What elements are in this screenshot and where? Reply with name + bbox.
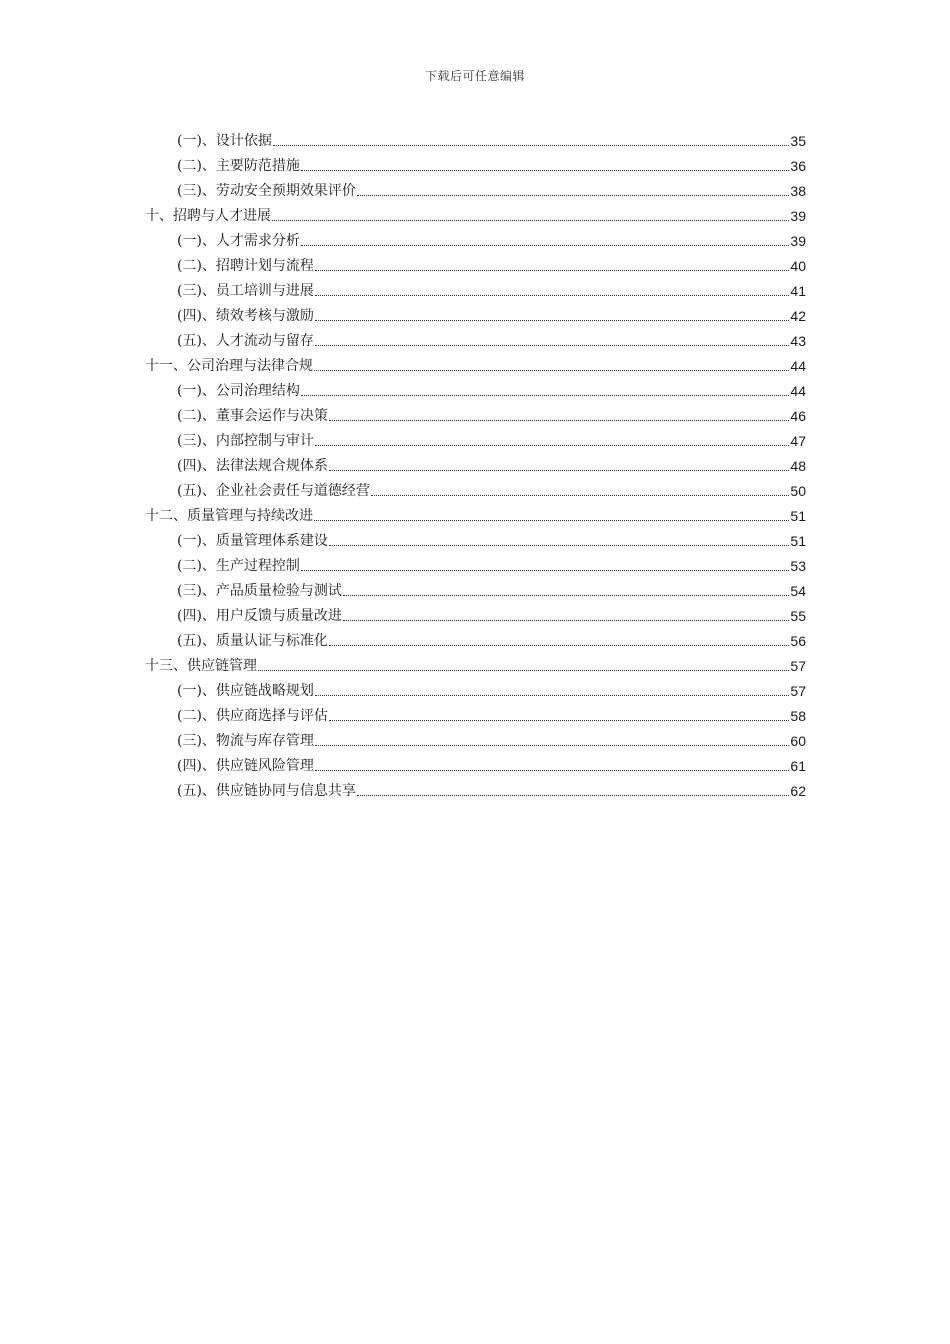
toc-section-entry[interactable] xyxy=(145,276,806,301)
toc-entry-label: 十三、供应链管理 xyxy=(145,658,257,674)
toc-section-entry[interactable] xyxy=(145,701,806,726)
toc-section-entry[interactable] xyxy=(145,726,806,751)
toc-dot-leader xyxy=(315,270,789,271)
toc-entry-page-number: 35 xyxy=(790,133,806,149)
toc-section-entry[interactable] xyxy=(145,626,806,651)
toc-section-entry[interactable] xyxy=(145,551,806,576)
toc-chapter-entry[interactable] xyxy=(145,351,806,376)
toc-entry-page-number: 44 xyxy=(790,383,806,399)
toc-dot-leader xyxy=(315,445,789,446)
toc-section-entry[interactable] xyxy=(145,301,806,326)
toc-entry-page-number: 47 xyxy=(790,433,806,449)
toc-entry-label: (二)、董事会运作与决策 xyxy=(177,408,328,424)
toc-dot-leader xyxy=(258,670,789,671)
toc-entry-page-number: 61 xyxy=(790,758,806,774)
toc-dot-leader xyxy=(343,595,789,596)
toc-entry-page-number: 46 xyxy=(790,408,806,424)
toc-entry-page-number: 54 xyxy=(790,583,806,599)
toc-entry-label: (五)、人才流动与留存 xyxy=(177,333,314,349)
toc-section-entry[interactable] xyxy=(145,151,806,176)
toc-dot-leader xyxy=(329,645,789,646)
toc-entry-label: (五)、质量认证与标准化 xyxy=(177,633,328,649)
toc-dot-leader xyxy=(315,770,789,771)
toc-section-entry[interactable] xyxy=(145,401,806,426)
toc-entry-label: (四)、用户反馈与质量改进 xyxy=(177,608,342,624)
toc-entry-label: (一)、设计依据 xyxy=(177,133,272,149)
toc-entry-page-number: 58 xyxy=(790,708,806,724)
toc-section-entry[interactable] xyxy=(145,176,806,201)
toc-section-entry[interactable] xyxy=(145,576,806,601)
page-header: 下载后可任意编辑 xyxy=(424,69,525,83)
toc-dot-leader xyxy=(273,145,789,146)
toc-entry-label: 十、招聘与人才进展 xyxy=(145,208,271,224)
toc-entry-page-number: 55 xyxy=(790,608,806,624)
toc-chapter-entry[interactable] xyxy=(145,201,806,226)
toc-entry-page-number: 57 xyxy=(790,683,806,699)
toc-entry-page-number: 48 xyxy=(790,458,806,474)
toc-dot-leader xyxy=(357,195,789,196)
toc-entry-label: (二)、供应商选择与评估 xyxy=(177,708,328,724)
toc-dot-leader xyxy=(315,695,789,696)
toc-dot-leader xyxy=(314,370,789,371)
toc-entry-label: (一)、人才需求分析 xyxy=(177,233,300,249)
toc-dot-leader xyxy=(315,320,789,321)
toc-section-entry[interactable] xyxy=(145,776,806,801)
toc-entry-label: (三)、物流与库存管理 xyxy=(177,733,314,749)
toc-section-entry[interactable] xyxy=(145,126,806,151)
toc-entry-page-number: 57 xyxy=(790,658,806,674)
toc-dot-leader xyxy=(301,570,789,571)
toc-dot-leader xyxy=(371,495,789,496)
toc-dot-leader xyxy=(357,795,789,796)
toc-dot-leader xyxy=(329,720,789,721)
toc-entry-page-number: 39 xyxy=(790,233,806,249)
toc-entry-label: (四)、绩效考核与激励 xyxy=(177,308,314,324)
toc-entry-page-number: 38 xyxy=(790,183,806,199)
toc-dot-leader xyxy=(315,295,789,296)
toc-section-entry[interactable] xyxy=(145,426,806,451)
toc-entry-page-number: 50 xyxy=(790,483,806,499)
toc-entry-page-number: 40 xyxy=(790,258,806,274)
toc-dot-leader xyxy=(329,545,789,546)
toc-dot-leader xyxy=(301,245,789,246)
toc-section-entry[interactable] xyxy=(145,676,806,701)
toc-dot-leader xyxy=(272,220,789,221)
toc-entry-page-number: 36 xyxy=(790,158,806,174)
toc-entry-page-number: 41 xyxy=(790,283,806,299)
toc-entry-page-number: 56 xyxy=(790,633,806,649)
toc-dot-leader xyxy=(329,420,789,421)
toc-entry-label: (三)、员工培训与进展 xyxy=(177,283,314,299)
toc-section-entry[interactable] xyxy=(145,476,806,501)
toc-chapter-entry[interactable] xyxy=(145,501,806,526)
toc-entry-page-number: 51 xyxy=(790,533,806,549)
toc-entry-page-number: 44 xyxy=(790,358,806,374)
toc-entry-label: (四)、供应链风险管理 xyxy=(177,758,314,774)
toc-entry-page-number: 39 xyxy=(790,208,806,224)
toc-dot-leader xyxy=(314,520,789,521)
toc-entry-label: (三)、内部控制与审计 xyxy=(177,433,314,449)
toc-dot-leader xyxy=(301,170,789,171)
toc-entry-label: (二)、生产过程控制 xyxy=(177,558,300,574)
toc-section-entry[interactable] xyxy=(145,326,806,351)
toc-entry-label: (二)、招聘计划与流程 xyxy=(177,258,314,274)
toc-section-entry[interactable] xyxy=(145,376,806,401)
toc-section-entry[interactable] xyxy=(145,751,806,776)
toc-entry-page-number: 43 xyxy=(790,333,806,349)
toc-entry-label: (三)、产品质量检验与测试 xyxy=(177,583,342,599)
toc-entry-label: (一)、质量管理体系建设 xyxy=(177,533,328,549)
toc-section-entry[interactable] xyxy=(145,526,806,551)
toc-entry-page-number: 62 xyxy=(790,783,806,799)
toc-dot-leader xyxy=(343,620,789,621)
toc-section-entry[interactable] xyxy=(145,251,806,276)
toc-dot-leader xyxy=(315,345,789,346)
toc-entry-label: 十二、质量管理与持续改进 xyxy=(145,508,313,524)
toc-entry-label: (三)、劳动安全预期效果评价 xyxy=(177,183,356,199)
toc-entry-page-number: 60 xyxy=(790,733,806,749)
table-of-contents xyxy=(145,126,806,801)
toc-entry-label: 十一、公司治理与法律合规 xyxy=(145,358,313,374)
toc-section-entry[interactable] xyxy=(145,601,806,626)
toc-chapter-entry[interactable] xyxy=(145,651,806,676)
toc-entry-label: (五)、企业社会责任与道德经营 xyxy=(177,483,370,499)
toc-entry-label: (四)、法律法规合规体系 xyxy=(177,458,328,474)
toc-entry-page-number: 42 xyxy=(790,308,806,324)
toc-entry-label: (一)、供应链战略规划 xyxy=(177,683,314,699)
toc-entry-page-number: 53 xyxy=(790,558,806,574)
toc-section-entry[interactable] xyxy=(145,451,806,476)
toc-dot-leader xyxy=(301,395,789,396)
toc-entry-label: (二)、主要防范措施 xyxy=(177,158,300,174)
toc-section-entry[interactable] xyxy=(145,226,806,251)
toc-entry-page-number: 51 xyxy=(790,508,806,524)
toc-entry-label: (一)、公司治理结构 xyxy=(177,383,300,399)
toc-dot-leader xyxy=(329,470,789,471)
toc-entry-label: (五)、供应链协同与信息共享 xyxy=(177,783,356,799)
toc-dot-leader xyxy=(315,745,789,746)
